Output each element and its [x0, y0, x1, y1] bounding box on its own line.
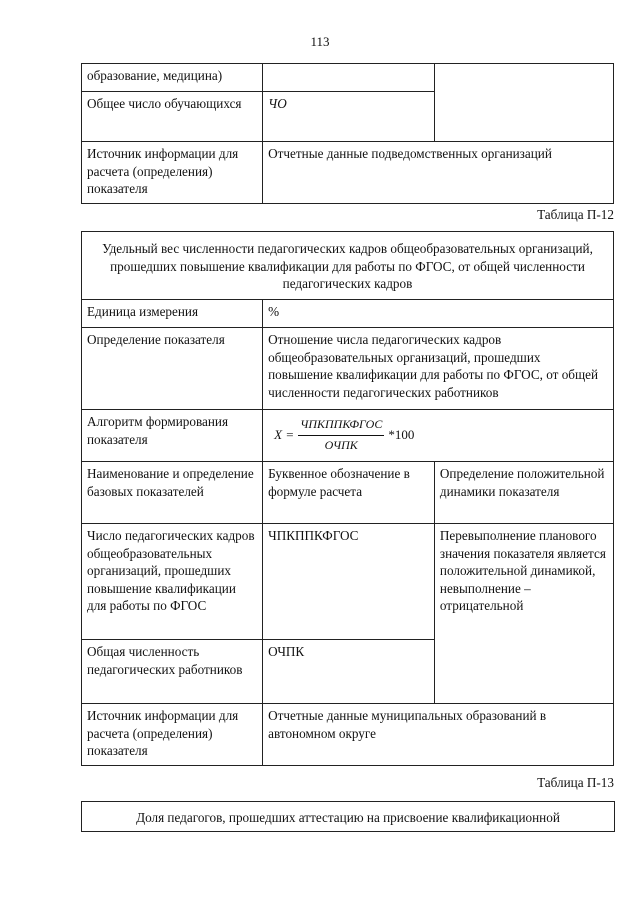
t2-formula-cell [263, 410, 614, 462]
formula-denominator: ОЧПК [324, 437, 358, 452]
t2-algorithm-label: Алгоритм формирования показателя [82, 410, 263, 462]
t1-source-value: Отчетные данные подведомственных организаций [263, 142, 614, 204]
formula-lhs: X = [274, 427, 295, 443]
t2-header-dynamics: Определение положительной динамики показателя [434, 462, 613, 524]
t2-unit-label: Единица измерения [82, 300, 263, 328]
t1-source-label: Источник информации для расчета (определения) показателя [82, 142, 263, 204]
t1-row1-label: образование, медицина) [82, 64, 263, 92]
t2-dynamics: Перевыполнение планового значения показателя является положительной динамикой, невыполнение – отрицательной [434, 524, 613, 704]
t1-row2-value: ЧО [263, 92, 435, 142]
t2-definition-value: Отношение числа педагогических кадров общеобразовательных организаций, прошедших повышение квалификации для работы по ФГОС, от общей численности педагогических работников [263, 328, 614, 410]
t2-unit-value: % [263, 300, 614, 328]
t2-header-code: Буквенное обозначение в формуле расчета [263, 462, 435, 524]
t2-base1-name: Число педагогических кадров общеобразовательных организаций, прошедших повышение квалификации для работы по ФГОС [82, 524, 263, 640]
formula [268, 413, 608, 454]
table-p13 [81, 801, 615, 832]
t2-source-label: Источник информации для расчета (определения) показателя [82, 704, 263, 766]
page-number: 113 [310, 34, 330, 49]
t2-base2-code: ОЧПК [263, 640, 435, 704]
table-caption-p13: Таблица П-13 [537, 775, 614, 790]
t1-row1-value [263, 64, 435, 92]
t3-title: Доля педагогов, прошедших аттестацию на присвоение квалификационной [82, 802, 615, 832]
t2-base1-code: ЧПКППКФГОС [263, 524, 435, 640]
t1-row2-label: Общее число обучающихся [82, 92, 263, 142]
table-continuation [81, 63, 614, 204]
t1-empty-cell [434, 64, 613, 142]
table-caption-p12: Таблица П-12 [537, 207, 614, 222]
t2-base2-name: Общая численность педагогических работников [82, 640, 263, 704]
t2-header-name: Наименование и определение базовых показателей [82, 462, 263, 524]
table-p12 [81, 231, 614, 766]
formula-multiplier: *100 [388, 427, 415, 443]
t2-definition-label: Определение показателя [82, 328, 263, 410]
t2-source-value: Отчетные данные муниципальных образований в автономном округе [263, 704, 614, 766]
formula-fraction [298, 416, 384, 454]
t2-title: Удельный вес численности педагогических кадров общеобразовательных организаций, прошедших повышение квалификации для работы по ФГОС, от общей численности педагогических кадров [82, 232, 614, 300]
formula-numerator: ЧПКППКФГОС [298, 416, 384, 436]
